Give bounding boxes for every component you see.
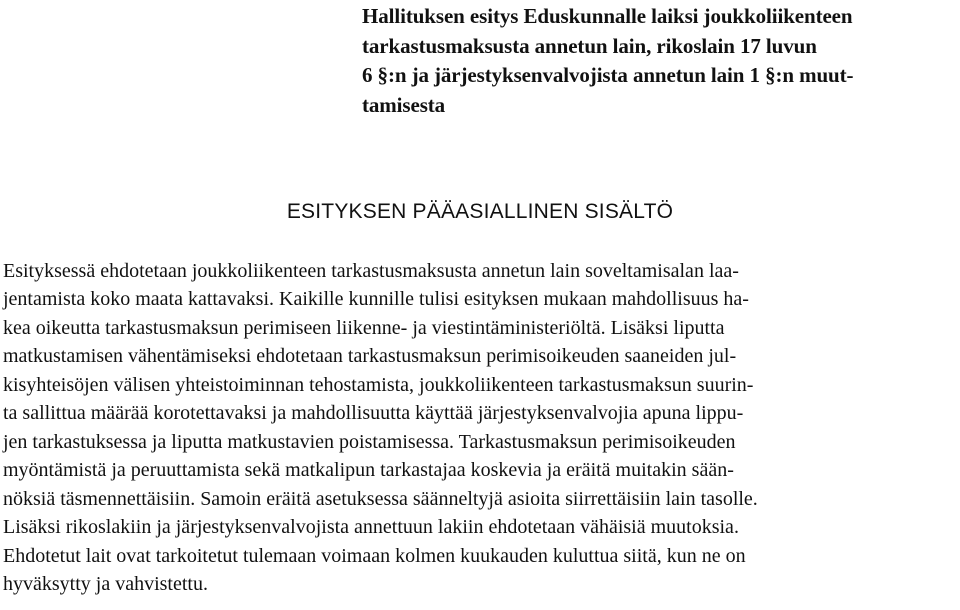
body-line: kea oikeutta tarkastusmaksun perimiseen liikenne- ja viestintäministeriöltä. Lisäksi liputta (3, 316, 725, 339)
body-line: jentamista koko maata kattavaksi. Kaikille kunnille tulisi esityksen mukaan mahdollisuus ha- (3, 288, 749, 311)
title-line: tamisesta (362, 92, 446, 117)
body-line: Lisäksi rikoslakiin ja järjestyksenvalvojista annettuun lakiin ehdotetaan vähäisiä muutoksia. (3, 516, 739, 539)
title-line: tarkastusmaksusta annetun lain, rikoslain 17 luvun (362, 33, 817, 58)
body-line: matkustamisen vähentämiseksi ehdotetaan tarkastusmaksun perimisoikeuden saaneiden jul- (3, 345, 737, 368)
body-line: kisyhteisöjen välisen yhteistoiminnan tehostamista, joukkoliikenteen tarkastusmaksun suurin- (3, 373, 754, 396)
section-heading: ESITYKSEN PÄÄASIALLINEN SISÄLTÖ (286, 200, 674, 223)
body-line: hyväksytty ja vahvistettu. (3, 572, 208, 595)
body-line: myöntämistä ja peruuttamista sekä matkalipun tarkastajaa koskevia ja eräitä muitakin sään- (3, 459, 734, 482)
summary-paragraph (3, 257, 960, 598)
document-title (362, 2, 960, 120)
body-line: nöksiä täsmennettäisiin. Samoin eräitä asetuksessa säänneltyjä asioita siirrettäisiin lain tasolle. (3, 487, 758, 510)
body-line: Esityksessä ehdotetaan joukkoliikenteen tarkastusmaksusta annetun lain soveltamisalan laa- (3, 260, 739, 282)
title-line: 6 §:n ja järjestyksenvalvojista annetun lain 1 §:n muut- (362, 63, 854, 87)
body-line: ta sallittua määrää korotettavaksi ja mahdollisuutta käyttää järjestyksenvalvojia apuna lippu- (3, 402, 744, 425)
title-line: Hallituksen esitys Eduskunnalle laiksi joukkoliikenteen (362, 4, 853, 28)
body-line: Ehdotetut lait ovat tarkoitetut tulemaan voimaan kolmen kuukauden kuluttua siitä, kun ne on (3, 544, 746, 567)
body-line: jen tarkastuksessa ja liputta matkustavien poistamisessa. Tarkastusmaksun perimisoikeuden (3, 430, 736, 453)
